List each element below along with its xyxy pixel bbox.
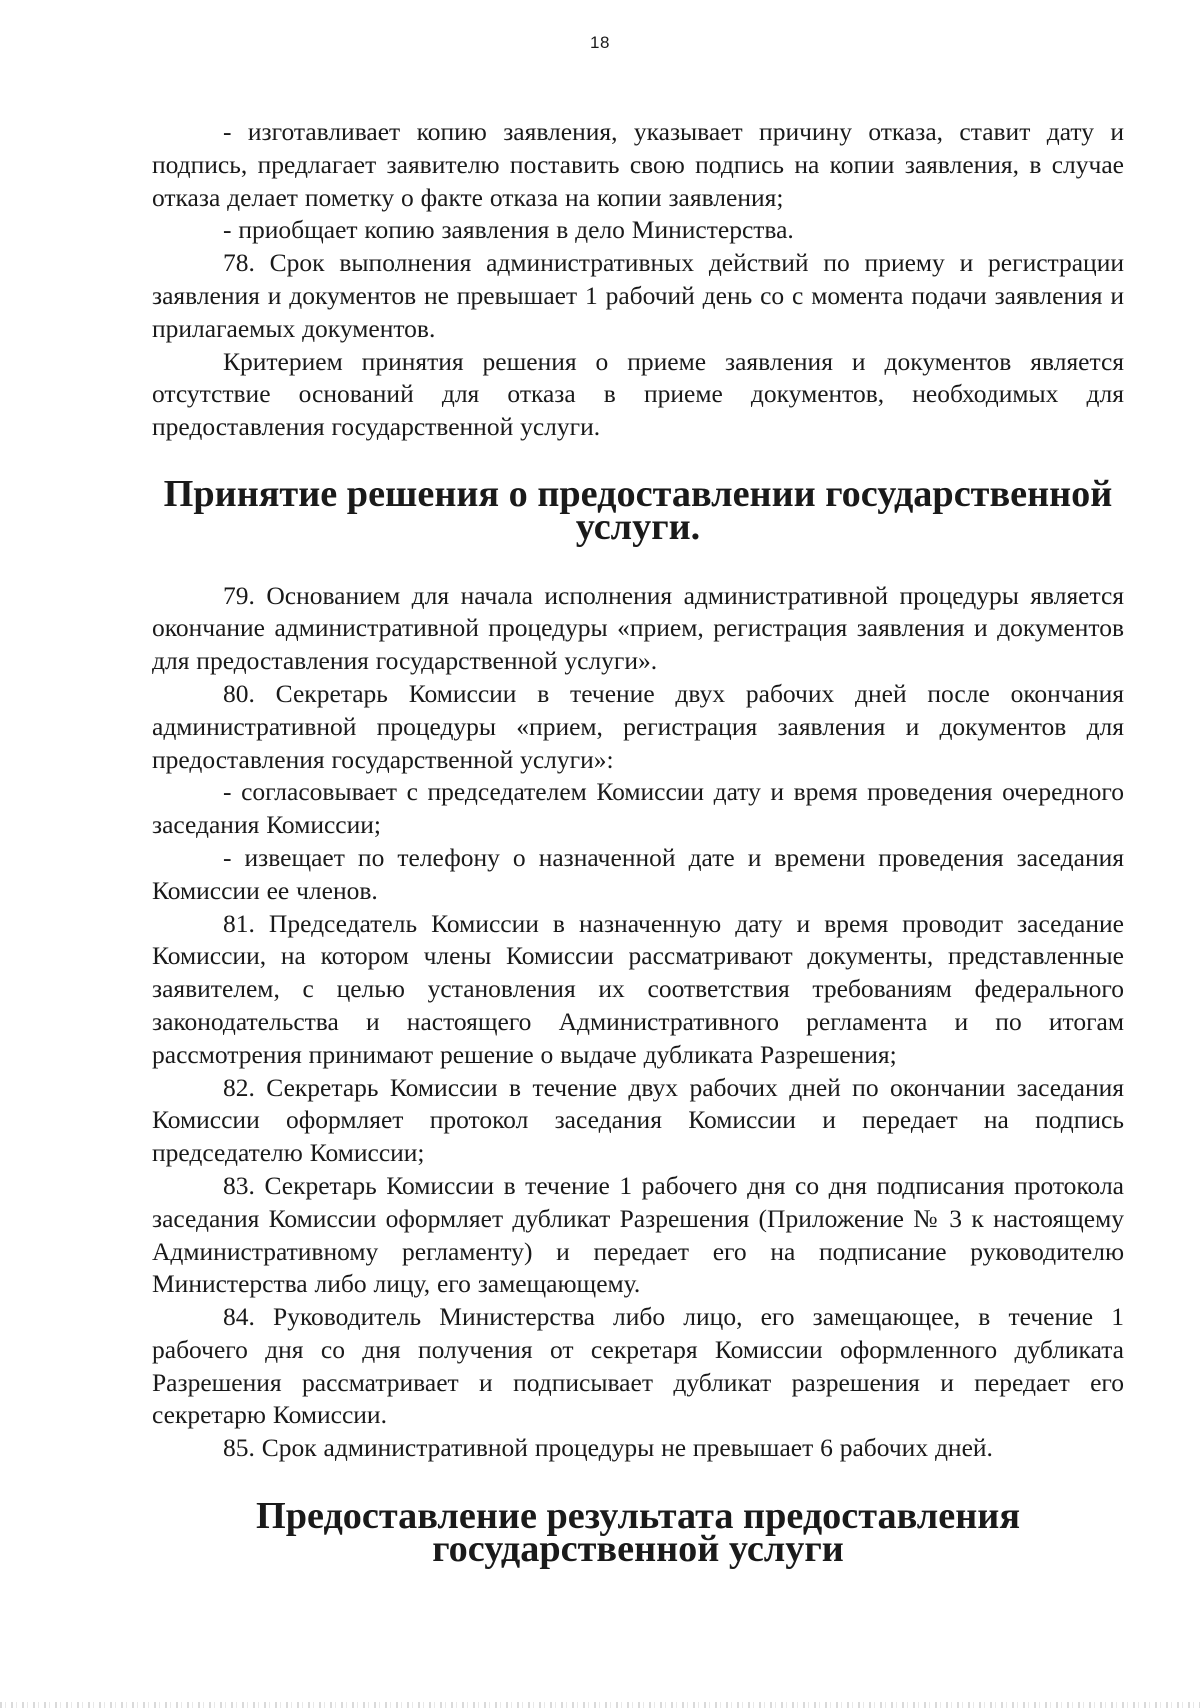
section-heading: Предоставление результата предоставления государственной услуги xyxy=(255,1495,1021,1570)
paragraph: - изготавливает копию заявления, указывает причину отказа, ставит дату и подпись, предлагает заявителю поставить свою подпись на копии заявления, в случае отказа делает пометку о факте отказа на копии заявления; xyxy=(152,117,1124,212)
paragraph: 80. Секретарь Комиссии в течение двух рабочих дней после окончания административной процедуры «прием, регистрация заявления и документов для предоставления государственной услуги»: xyxy=(152,678,1124,774)
paragraph: Критерием принятия решения о приеме заявления и документов является отсутствие оснований для отказа в приеме документов, необходимых для предоставления государственной услуги. xyxy=(152,346,1124,442)
paragraph: 79. Основанием для начала исполнения административной процедуры является окончание административной процедуры «прием, регистрация заявления и документов для предоставления государственной услуги». xyxy=(152,580,1124,676)
paragraph: 78. Срок выполнения административных действий по приему и регистрации заявления и документов не превышает 1 рабочий день со с момента подачи заявления и прилагаемых документов. xyxy=(152,248,1124,343)
paragraph: 81. Председатель Комиссии в назначенную дату и время проводит заседание Комиссии, на котором члены Комиссии рассматривают документы, представленные заявителем, с целью установления их соответствия требованиям федерального законодательства и настоящего Административного регламента и по итогам рассмотрения принимают решение о выдаче дубликата Разрешения; xyxy=(152,908,1124,1069)
section-heading: Принятие решения о предоставлении государственной услуги. xyxy=(163,472,1113,548)
document-body xyxy=(152,116,1124,1570)
page-number: 18 xyxy=(590,33,610,52)
scan-edge-artifact xyxy=(0,1702,1200,1708)
paragraph: 83. Секретарь Комиссии в течение 1 рабочего дня со дня подписания протокола заседания Комиссии оформляет дубликат Разрешения (Приложение № 3 к настоящему Административному регламенту) и передает его на подписание руководителю Министерства либо лицу, его замещающему. xyxy=(152,1170,1124,1299)
paragraph: - извещает по телефону о назначенной дате и времени проведения заседания Комиссии ее членов. xyxy=(152,842,1124,905)
paragraph: - согласовывает с председателем Комиссии дату и время проведения очередного заседания Комиссии; xyxy=(152,777,1124,840)
paragraph: 85. Срок административной процедуры не превышает 6 рабочих дней. xyxy=(223,1433,993,1463)
paragraph: - приобщает копию заявления в дело Министерства. xyxy=(223,215,794,245)
paragraph: 82. Секретарь Комиссии в течение двух рабочих дней по окончании заседания Комиссии оформляет протокол заседания Комиссии и передает на подпись председателю Комиссии; xyxy=(152,1072,1124,1168)
paragraph: 84. Руководитель Министерства либо лицо, его замещающее, в течение 1 рабочего дня со дня получения от секретаря Комиссии оформленного дубликата Разрешения рассматривает и подписывает дубликат разрешения и передает его секретарю Комиссии. xyxy=(152,1302,1124,1430)
